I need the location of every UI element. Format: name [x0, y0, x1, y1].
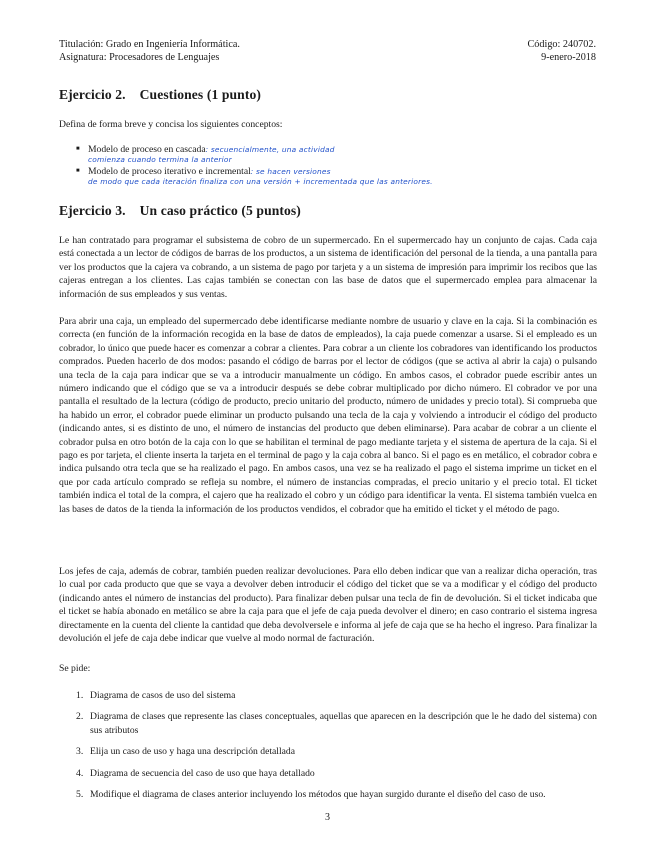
task-text: Diagrama de clases que represente las clases conceptuales, aquellas que aparecen en la descripción que le he dado del sistema) con sus atributos — [90, 711, 597, 736]
ejercicio2-intro: Defina de forma breve y concisa los siguientes conceptos: — [59, 119, 283, 130]
task-number: 2. — [76, 711, 84, 723]
tasks-list — [76, 689, 597, 809]
handwritten-answer: : se hacen versiones — [250, 167, 331, 176]
concept-label: Modelo de proceso iterativo e incremental — [88, 166, 251, 177]
task-number: 4. — [76, 767, 84, 779]
task-number: 3. — [76, 746, 84, 758]
ejercicio3-subtitle: Un caso práctico (5 puntos) — [139, 203, 301, 218]
task-text: Elija un caso de uso y haga una descripción detallada — [90, 746, 295, 758]
se-pide: Se pide: — [59, 663, 91, 674]
header-subject: Asignatura: Procesadores de Lenguajes — [59, 52, 220, 63]
paragraph-cobro: Para abrir una caja, un empleado del supermercado debe identificarse mediante nombre de usuario y clave en la caja. Si la combinación es correcta (en función de la información recogida en la base de datos de empleados), la caja puede comenzar a usarse. Si el empleado es un cobrador, lo único que puede hacer es comenzar a cobrar a clientes. Para cobrar a un cliente los cobradores van identificando los productos comprados. Pueden hacerlo de dos modos: pasando el código de barras por el lector de códigos (que se activa al abrir la caja) o pulsando una tecla de la caja para indicar que se va a introducir manualmente un código. En ambos casos, el cobrador puede escribir antes un número indicando que el código que se va a introducir después se debe cobrar multiplicado por dicho número. El cobrador ve por una pantalla el resultado de la lectura (código de producto, precio unitario del producto, número de unidades y precio total). Si comprueba que ha habido un error, el cobrador puede eliminar un producto pulsando una tecla de la caja y volviendo a introducir el código del producto (indicando antes, si es distinto de uno, el número de instancias del producto que deben eliminarse). Para acabar de cobrar a un cliente el cobrador pulsa en otro botón de la caja con lo que se habilitan el terminal de pago mediante tarjeta y el sistema de apertura de la caja. Si el pago es por tarjeta, el cliente inserta la tarjeta en el terminal de pago y la caja cobra al banco. Si el pago es en metálico, el cobrador cobra e indica pulsando otra tecla que se ha realizado el pago. En ambos casos, una vez se ha realizado el pago el sistema imprime un ticket en el que por cada artículo comprado se refleja su nombre, el número de instancias compradas, el precio unitario y el precio total. El ticket también indica el total de la compra, el cajero que ha realizado el cobro y un código para identificar la venta. El sistema también vuelca en las bases de datos de la tienda la información de los productos vendidos, el cobrador que ha emitido el ticket y el método de pago. — [59, 316, 597, 515]
list-item — [76, 710, 597, 737]
list-item — [76, 689, 597, 702]
ejercicio3-heading — [59, 203, 301, 219]
header-date: 9-enero-2018 — [541, 52, 596, 63]
list-item — [76, 767, 597, 780]
ejercicio2-heading — [59, 87, 261, 103]
task-number: 5. — [76, 789, 84, 801]
paragraph-intro: Le han contratado para programar el subsistema de cobro de un supermercado. En el supermercado hay un conjunto de cajas. Cada caja está conectada a un lector de códigos de barras de los productos, a un sistema de identificación del personal de la tienda, a una pantalla para ver los productos que la cajera va cobrando, a un sistema de pago por tarjeta y a un sistema de impresión para imprimir los recibos que las cajeras entregan a los clientes. Las cajas también se conectan con las base de datos que el supermercado emplea para almacenar la información de sus empleados y sus ventas. — [59, 235, 597, 300]
ejercicio3-title: Ejercicio 3. — [59, 203, 126, 218]
ejercicio2-subtitle: Cuestiones (1 punto) — [139, 87, 261, 102]
concept-label: Modelo de proceso en cascada — [88, 144, 206, 155]
task-text: Diagrama de secuencia del caso de uso que haya detallado — [90, 767, 315, 779]
list-item — [76, 165, 596, 187]
list-item — [76, 143, 596, 165]
header-degree: Titulación: Grado en Ingeniería Informática. — [59, 39, 240, 50]
concepts-list — [76, 143, 596, 187]
task-number: 1. — [76, 690, 84, 701]
task-text: Diagrama de casos de uso del sistema — [90, 690, 236, 701]
handwritten-answer: : secuencialmente, una actividad — [205, 145, 335, 154]
list-item — [76, 788, 597, 801]
page-number: 3 — [325, 812, 330, 823]
list-item — [76, 745, 597, 758]
handwritten-answer: de modo que cada iteración finaliza con una versión + incrementada que las anteriores. — [88, 177, 433, 186]
paragraph-devoluciones: Los jefes de caja, además de cobrar, también pueden realizar devoluciones. Para ello deben indicar que van a realizar dicha operación, tras lo cual por cada producto que que se vaya a devolver deben introducir el código del ticket que se va a modificar y el código del producto (indicando antes el número de instancias del producto). Para finalizar deben pulsar una tecla de fin de devolución. Si el ticket indicaba que el ticket se había abonado en metálico se abre la caja para que el jefe de caja pueda devolver el dinero; en caso contrario el sistema ingresa directamente en la cuenta del cliente la cantidad que deba devolversele e informa al jefe de caja que se ha hecho el ingreso. Para finalizar la devolución el jefe de caja debe indicar que vuelve al modo normal de facturación. — [59, 566, 597, 645]
header-code: Código: 240702. — [527, 39, 596, 50]
ejercicio2-title: Ejercicio 2. — [59, 87, 126, 102]
task-text: Modifique el diagrama de clases anterior incluyendo los métodos que hayan surgido durante el diseño del caso de uso. — [90, 789, 546, 801]
handwritten-answer: comienza cuando termina la anterior — [88, 155, 232, 164]
page-header — [59, 38, 596, 64]
